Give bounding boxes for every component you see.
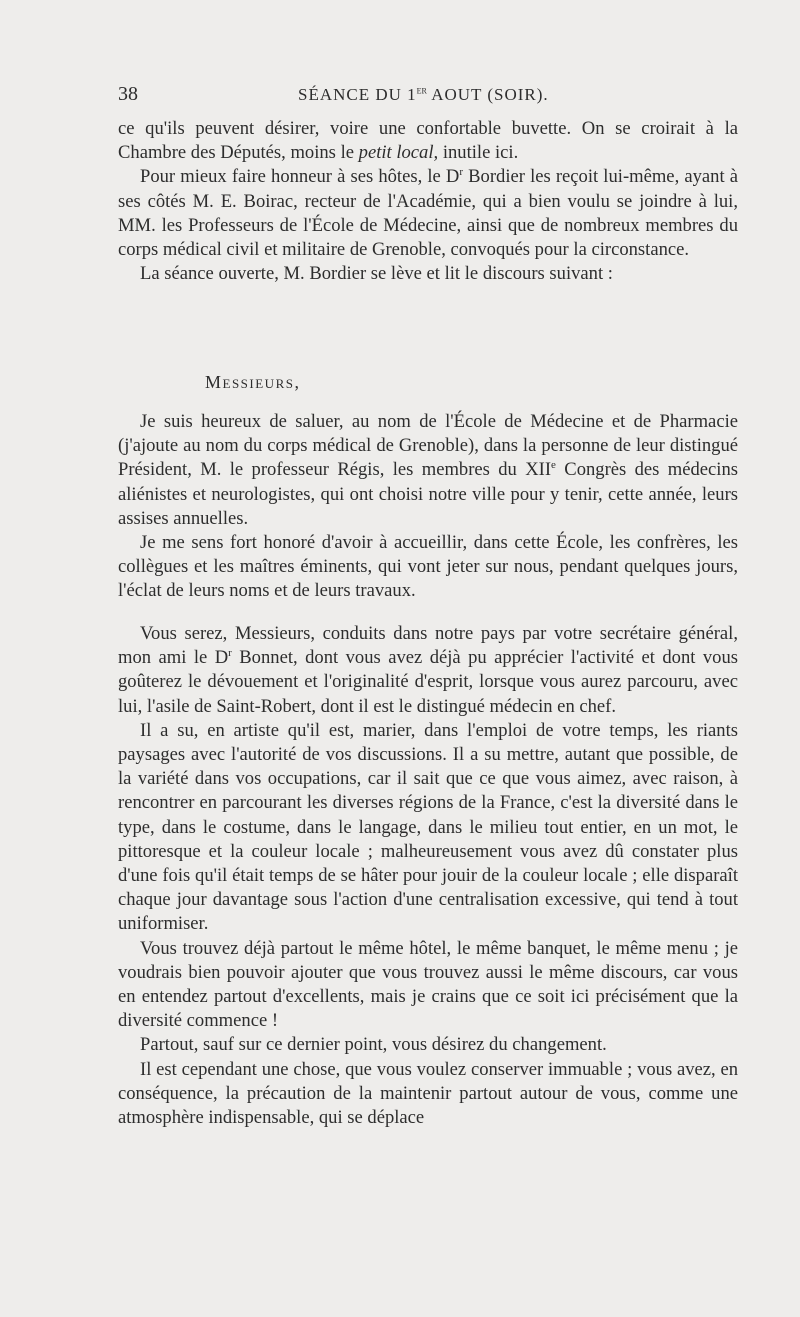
paragraph-3: La séance ouverte, M. Bordier se lève et lit le discours suivant : (140, 263, 613, 285)
paragraph-8: Vous trouvez déjà partout le même hôtel, le même banquet, le même menu ; je voudrais bien pouvoir ajouter que vous trouvez aussi le même discours, car vous en entendez partout d'excellents, mais je crains que ce soit ici précisément que la diversité commence ! (118, 937, 738, 1032)
paragraph-1: ce qu'ils peuvent désirer, voire une confortable buvette. On se croirait à la Chambre des Députés, moins le petit local, inutile ici. (118, 118, 738, 164)
running-header (118, 83, 738, 113)
intro-block (118, 117, 738, 286)
running-title: SÉANCE DU 1er AOUT (SOIR). (298, 84, 549, 104)
paragraph-9: Partout, sauf sur ce dernier point, vous désirez du changement. (140, 1034, 607, 1056)
speech-block-1 (118, 410, 738, 604)
speech-block-2 (118, 622, 738, 1130)
paragraph-2: Pour mieux faire honneur à ses hôtes, le $D^r$ Bordier les reçoit lui-même, ayant à ses côtés M. E. Boirac, recteur de l'Académie, qui a bien voulu se joindre à lui, MM. les Professeurs de l'École de Médecine, ainsi que de nombreux membres du corps médical civil et militaire de Grenoble, convoqués pour la circonstance. (118, 166, 738, 261)
paragraph-10: Il est cependant une chose, que vous voulez conserver immuable ; vous avez, en conséquence, la précaution de la maintenir partout autour de vous, comme une atmosphère indispensable, qui se déplace (118, 1058, 738, 1129)
paragraph-4: Je suis heureux de saluer, au nom de l'École de Médecine et de Pharmacie (j'ajoute au nom du corps médical de Grenoble), dans la personne de leur distingué Président, M. le professeur Régis, les membres du XIIe Congrès des médecins aliénistes et neurologistes, qui ont choisi notre ville pour y tenir, cette année, leurs assises annuelles. (118, 411, 738, 529)
page-number: 38 (118, 83, 138, 105)
paragraph-6: Vous serez, Messieurs, conduits dans notre pays par votre secrétaire général, mon ami le $D^r$ Bonnet, dont vous avez déjà pu apprécier l'activité et dont vous goûterez le dévouement et l'originalité d'esprit, lorsque vous aurez parcouru, avec lui, l'asile de Saint-Robert, dont il est le distingué médecin en chef. (118, 623, 738, 717)
paragraph-5: Je me sens fort honoré d'avoir à accueillir, dans cette École, les confrères, les collègues et les maîtres éminents, qui vont jeter sur nous, pendant quelques jours, l'éclat de leurs noms et de leurs travaux. (118, 532, 738, 602)
paragraph-7: Il a su, en artiste qu'il est, marier, dans l'emploi de votre temps, les riants paysages avec l'autorité de vos discussions. Il a su mettre, autant que possible, de la variété dans vos occupations, car il sait que ce que vous aimez, avec raison, à rencontrer en parcourant les diverses régions de la France, c'est la diversité dans le type, dans le costume, dans le langage, dans le milieu tout entier, en un mot, le pittoresque et la couleur locale ; malheureusement vous avez dû constater plus d'une fois qu'il était temps de se hâter pour jouir de la couleur locale ; elle disparaît chaque jour davantage sous l'action d'une centralisation excessive, qui tend à tout uniformiser. (118, 719, 738, 935)
salutation: Messieurs, (205, 372, 301, 392)
